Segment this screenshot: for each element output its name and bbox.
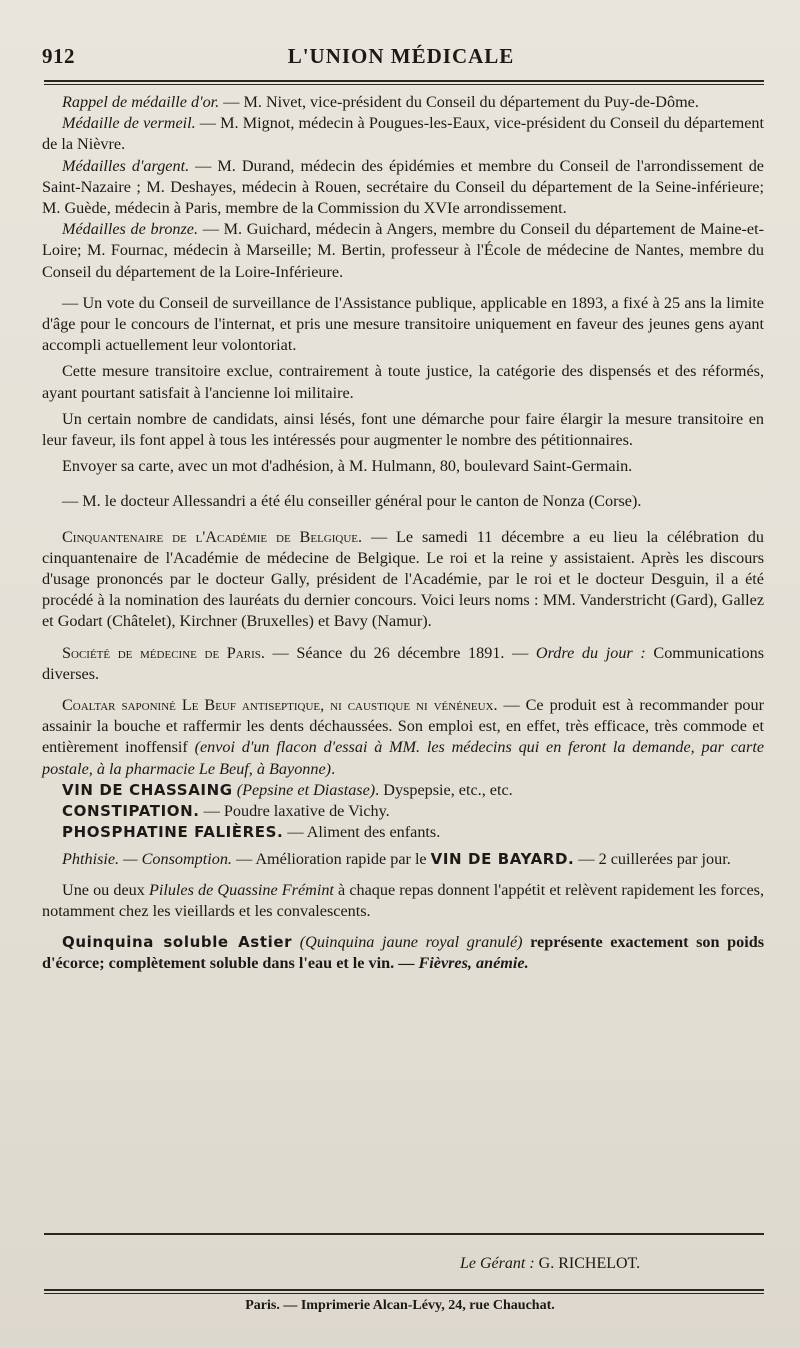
section-italic: (envoi d'un flacon d'essai à MM. les médecins qui en feront la demande, par carte postale, à la pharmacie Le Beuf, à Bayonne) [42, 738, 765, 778]
ad-text-end: — 2 cuillerées par jour. [574, 849, 731, 868]
gerant-name: G. RICHELOT. [534, 1255, 641, 1272]
ad-text: — Amélioration rapide par le [231, 849, 431, 868]
gerant-signature [460, 1255, 640, 1273]
ad-text: — Aliment des enfants. [283, 823, 441, 842]
award-label: Médailles de bronze. [62, 220, 199, 239]
ad-phosphatine [42, 822, 764, 843]
order-of-day: Ordre du jour : [535, 643, 646, 662]
gerant-label: Le Gérant : [460, 1255, 535, 1272]
ad-italic: Fièvres, anémie. [418, 954, 529, 973]
societe-paragraph [42, 643, 764, 685]
award-bronze [42, 219, 764, 283]
award-vermeil [42, 113, 764, 155]
ad-astier [42, 932, 764, 974]
cinquantenaire-paragraph [42, 527, 764, 633]
award-text: — M. Durand, médecin des épidémies et membre du Conseil de l'arrondissement de Saint-Nazaire ; M. Deshayes, médecin à Rouen, secrétaire du Conseil du département de la Seine-inférieure; M. Guède, médecin à Paris, membre de la Commission du XVIe arrondissement. [42, 156, 764, 218]
internat-paragraph-3: Un certain nombre de candidats, ainsi lésés, font une démarche pour faire élargir la mesure transitoire en leur faveur, ils font appel à tous les intéressés pour augmenter le nombre des pétitionnaires. [42, 409, 764, 450]
section-text-end: Communications diverses. [42, 643, 765, 683]
internat-paragraph-2: Cette mesure transitoire exclue, contrairement à toute justice, la catégorie des dispensés et des réformés, ayant pourtant satisfait à l'ancienne loi militaire. [42, 362, 764, 402]
ad-name: CONSTIPATION. [62, 802, 200, 821]
ad-paren: (Quinquina jaune royal granulé) [299, 933, 523, 952]
allessandri-paragraph: — M. le docteur Allessandri a été élu conseiller général pour le canton de Nonza (Corse). [62, 492, 642, 511]
award-text: — M. Nivet, vice-président du Conseil du département du Puy-de-Dôme. [219, 93, 699, 111]
award-label: Médaille de vermeil. [62, 114, 196, 133]
award-argent [42, 156, 764, 220]
ad-name: PHOSPHATINE FALIÈRES. [62, 823, 284, 842]
ad-italic: Phthisie. — Consomption. [62, 849, 232, 868]
ad-constipation [42, 801, 764, 822]
section-text-end: . [331, 759, 336, 778]
ad-text: Une ou deux [62, 880, 149, 899]
award-text: — M. Guichard, médecin à Angers, membre du Conseil du département de Maine-et-Loire; M. Fournac, médecin à Marseille; M. Bertin, professeur à l'École de médecine de Nantes, membre du Conseil du département de la Loire-Inférieure. [42, 220, 765, 281]
ad-name: VIN DE BAYARD. [430, 849, 575, 868]
header-rule [44, 80, 764, 82]
internat-paragraph-1: — Un vote du Conseil de surveillance de l'Assistance publique, applicable en 1893, a fixé à 25 ans la limite d'âge pour le concours de l'internat, et pris une mesure transitoire uniquement en faveur des jeunes gens ayant accompli actuellement leur volontoriat. [42, 293, 764, 355]
section-heading: Cinquantenaire de l'Académie de Belgique. [62, 527, 363, 546]
footer-rule [44, 1233, 764, 1235]
section-text: — Ce produit est à recommander pour assainir la bouche et raffermir les dents déchaussées. Son emploi est, en effet, très efficace, très commode et entièrement inoffensif [42, 696, 764, 757]
section-heading: Coaltar saponiné Le Beuf antiseptique, ni caustique ni vénéneux. [62, 696, 498, 715]
coaltar-paragraph [42, 695, 764, 780]
award-label: Rappel de médaille d'or. [62, 93, 220, 111]
award-rappel [42, 92, 764, 113]
ad-text-end: à chaque repas donnent l'appétit et relèvent rapidement les forces, notamment chez les vieillards et les convalescents. [42, 880, 764, 920]
ad-name: VIN DE CHASSAING [62, 780, 233, 799]
header-rule-thin [44, 84, 764, 85]
ad-text: . Dyspepsie, etc., etc. [375, 780, 513, 799]
article-body [42, 92, 764, 975]
section-text: — Le samedi 11 décembre a eu lieu la célébration du cinquantenaire de l'Académie de médecine de Belgique. Le roi et la reine y assistaient. Après les discours d'usage prononcés par le docteur Gally, président de l'Académie, par le roi et le docteur Desguin, il a été procédé à la nomination des lauréats du dernier concours. Voici leurs noms : MM. Vanderstricht (Gard), Gallez et Godart (Châtelet), Kirchner (Bruxelles) et Bavy (Namur). [42, 527, 764, 631]
printer-rule-thin [44, 1293, 764, 1294]
ad-italic: Pilules de Quassine Frémint [148, 880, 334, 899]
ad-text: — Poudre laxative de Vichy. [199, 802, 390, 821]
award-text: — M. Mignot, médecin à Pougues-les-Eaux, vice-président du Conseil du département de la Nièvre. [42, 114, 764, 154]
award-label: Médailles d'argent. [62, 156, 190, 175]
journal-title: L'UNION MÉDICALE [287, 44, 515, 68]
ad-chassaing [42, 780, 764, 801]
internat-paragraph-4: Envoyer sa carte, avec un mot d'adhésion, à M. Hulmann, 80, boulevard Saint-Germain. [62, 457, 633, 476]
page-header [42, 44, 760, 78]
ad-quassine [42, 880, 764, 922]
printer-line: Paris. — Imprimerie Alcan-Lévy, 24, rue Chauchat. [245, 1298, 555, 1313]
section-heading: Société de médecine de Paris. [62, 643, 265, 662]
ad-name: Quinquina soluble Astier [62, 933, 293, 952]
printer-rule [44, 1289, 764, 1291]
ad-text: représente exactement son poids d'écorce; complètement soluble dans l'eau et le vin. — [42, 933, 765, 973]
page-number: 912 [42, 44, 75, 68]
ad-paren: (Pepsine et Diastase) [236, 780, 376, 799]
ad-bayard [42, 849, 764, 870]
section-text: — Séance du 26 décembre 1891. — [264, 643, 536, 662]
